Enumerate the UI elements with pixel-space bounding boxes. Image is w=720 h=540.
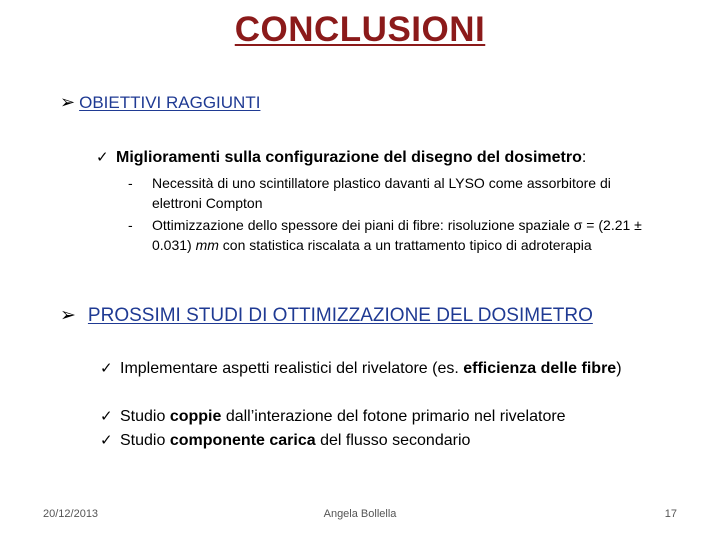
checkmark-icon: ✓ <box>100 360 113 377</box>
checkmark-icon: ✓ <box>96 149 109 166</box>
subitem-1-text: Necessità di uno scintillatore plastico davanti al LYSO come assorbitore di elettroni Compton <box>152 175 611 211</box>
footer-date: 20/12/2013 <box>43 508 99 520</box>
section-objectives <box>60 92 260 113</box>
dash-bullet-icon: - <box>128 175 133 191</box>
objectives-subitem-2 <box>128 215 662 255</box>
dash-bullet-icon: - <box>128 217 133 233</box>
section-next-studies <box>60 304 593 327</box>
section-next-studies-label: PROSSIMI STUDI DI OTTIMIZZAZIONE DEL DOSIMETRO <box>87 305 593 326</box>
checkmark-icon: ✓ <box>100 432 113 449</box>
arrow-bullet-icon: ➢ <box>60 305 76 326</box>
objectives-subitem-1 <box>128 173 662 213</box>
slide-title: CONCLUSIONI <box>234 10 486 49</box>
next-study-item-3: ✓ Studio componente carica del flusso secondario <box>100 430 640 452</box>
objectives-item-tail: : <box>581 149 587 166</box>
objectives-item <box>96 148 586 167</box>
unit-mm: mm <box>195 237 219 253</box>
objectives-item-bold: Miglioramenti sulla configurazione del disegno del dosimetro <box>116 149 582 166</box>
footer-page-number: 17 <box>664 508 677 520</box>
section-objectives-label: OBIETTIVI RAGGIUNTI <box>79 93 261 112</box>
next-study-item-1: ✓ Implementare aspetti realistici del rivelatore (es. efficienza delle fibre) <box>100 358 640 380</box>
arrow-bullet-icon: ➢ <box>60 92 76 112</box>
checkmark-icon: ✓ <box>100 408 113 425</box>
subitem-2-text: Ottimizzazione dello spessore dei piani di fibre: risoluzione spaziale σ = (2.21 ± 0.031) mm con statistica riscalata a un trattamento tipico di adroterapia <box>152 217 642 253</box>
footer-author: Angela Bollella <box>323 508 397 520</box>
next-study-item-2: ✓ Studio coppie dall’interazione del fotone primario nel rivelatore <box>100 406 640 428</box>
